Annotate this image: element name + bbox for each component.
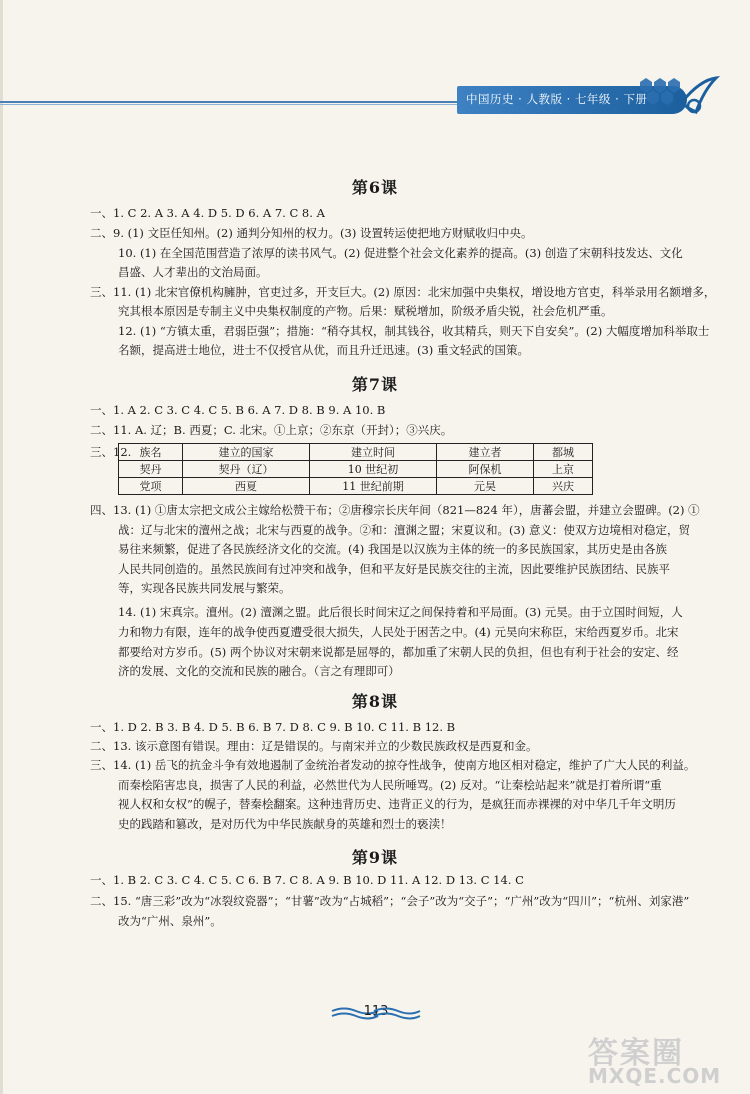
table-header-cell: 建立时间 — [310, 444, 437, 461]
table-cell: 契丹（辽） — [183, 461, 310, 478]
table-header-cell: 建立的国家 — [183, 444, 310, 461]
lesson7-line: 力和物力有限，连年的战争使西夏遭受很大损失，人民处于困苦之中。(4) 元昊向宋称臣，宋给西夏岁币。北宋 — [118, 625, 679, 639]
table-cell: 上京 — [534, 461, 593, 478]
lesson6-line: 三、11. (1) 北宋官僚机构臃肿，官吏过多，开支巨大。(2) 原因：北宋加强中央集权，增设地方官吏，科举录用名额增多， — [90, 285, 716, 299]
lesson6-line: 名额，提高进士地位，进士不仅授官从优，而且升迁迅速。(3) 重文轻武的国策。 — [118, 343, 529, 357]
watermark-url: MXQE.COM — [588, 1064, 722, 1088]
table-cell: 党项 — [119, 478, 183, 495]
lesson7-line: 人民共同创造的。虽然民族间有过冲突和战争，但和平友好是民族交往的主流，因此要维护民族团结、民族平 — [118, 562, 670, 576]
watermark-logo: 答案圈 — [588, 1036, 684, 1071]
table-header-cell: 都城 — [534, 444, 593, 461]
lesson8-line: 视人权和女权”的幌子，替秦桧翻案。这种违背历史、违背正义的行为，是疯狂而赤裸裸的对中华几千年文明历 — [118, 797, 676, 811]
lesson7-line: 四、13. (1) ①唐太宗把文成公主嫁给松赞干布；②唐穆宗长庆年间（821—824 年），唐蕃会盟，并建立会盟碑。(2) ① — [90, 503, 700, 517]
lesson8-line: 而秦桧陷害忠良，损害了人民的利益，必然世代为人民所唾骂。(2) 反对。“让秦桧站起来”就是打着所谓“重 — [118, 778, 662, 792]
hexagon-logo-icon — [630, 72, 720, 132]
lesson-7-title: 第7课 — [351, 375, 399, 394]
table-row — [119, 461, 593, 478]
lesson6-line: 一、1. C 2. A 3. A 4. D 5. D 6. A 7. C 8. A — [90, 206, 325, 220]
lesson7-line: 济的发展、文化的交流和民族的融合。（言之有理即可） — [118, 664, 400, 678]
table-cell: 10 世纪初 — [310, 461, 437, 478]
table-header-cell: 建立者 — [437, 444, 534, 461]
lesson7-line: 等，实现各民族共同发展与繁荣。 — [118, 581, 291, 595]
lesson7-line: 二、11. A. 辽；B. 西夏；C. 北宋。①上京；②东京（开封）；③兴庆。 — [90, 423, 453, 437]
table-header-row — [119, 444, 593, 461]
lesson7-line: 都要给对方岁币。(5) 两个协议对宋朝来说都是屈辱的，都加重了宋朝人民的负担，但也有利于社会的安定、经 — [118, 645, 679, 659]
lesson8-line: 一、1. D 2. B 3. B 4. D 5. B 6. B 7. D 8. C 9. B 10. C 11. B 12. B — [90, 720, 456, 734]
table-cell: 11 世纪前期 — [310, 478, 437, 495]
table-row — [119, 478, 593, 495]
header-rule-thin — [0, 104, 520, 105]
table-cell: 阿保机 — [437, 461, 534, 478]
lesson9-line: 改为“广州、泉州”。 — [118, 914, 222, 928]
lesson-6-title: 第6课 — [351, 178, 399, 197]
ethnic-regimes-table — [118, 443, 593, 495]
page-number: 113 — [363, 1004, 389, 1019]
lesson6-line: 12. (1) “方镇太重，君弱臣强”；措施：“稍夺其权，制其钱谷，收其精兵，则天下自安矣”。(2) 大幅度增加科举取士 — [118, 324, 710, 338]
lesson-8-title: 第8课 — [351, 692, 399, 711]
lesson6-line: 二、9. (1) 文臣任知州。(2) 通判分知州的权力。(3) 设置转运使把地方财赋收归中央。 — [90, 226, 533, 240]
table-cell: 元昊 — [437, 478, 534, 495]
lesson-9-title: 第9课 — [351, 848, 399, 867]
page-edge — [0, 0, 3, 1094]
lesson8-line: 三、14. (1) 岳飞的抗金斗争有效地遏制了金统治者发动的掠夺性战争，使南方地区相对稳定，维护了广大人民的利益。 — [90, 758, 696, 772]
table-header-cell: 族名 — [119, 444, 183, 461]
lesson6-line: 究其根本原因是专制主义中央集权制度的产物。后果：赋税增加，阶级矛盾尖锐，社会危机严重。 — [118, 304, 613, 318]
lesson8-line: 史的践踏和篡改，是对历代为中华民族献身的英雄和烈士的亵渎！ — [118, 817, 452, 831]
lesson7-line: 三、12. — [90, 445, 132, 459]
lesson7-line: 易往来频繁，促进了各民族经济文化的交流。(4) 我国是以汉族为主体的统一的多民族国家，其历史是由各族 — [118, 542, 667, 556]
header-subject: 中国历史 · 人教版 · 七年级 · 下册 — [466, 92, 648, 106]
lesson8-line: 二、13. 该示意图有错误。理由：辽是错误的。与南宋并立的少数民族政权是西夏和金。 — [90, 739, 538, 753]
lesson9-line: 二、15. “唐三彩”改为“冰裂纹瓷器”；“甘薯”改为“占城稻”；“会子”改为“交子”；“广州”改为“四川”；“杭州、刘家港” — [90, 894, 690, 908]
table-cell: 西夏 — [183, 478, 310, 495]
lesson9-line: 一、1. B 2. C 3. C 4. C 5. C 6. B 7. C 8. A 9. B 10. D 11. A 12. D 13. C 14. C — [90, 873, 524, 887]
lesson6-line: 10. (1) 在全国范围营造了浓厚的读书风气。(2) 促进整个社会文化素养的提高。(3) 创造了宋朝科技发达、文化 — [118, 246, 683, 260]
wave-right-icon — [372, 1006, 422, 1020]
table-cell: 兴庆 — [534, 478, 593, 495]
lesson7-line: 14. (1) 宋真宗。澶州。(2) 澶渊之盟。此后很长时间宋辽之间保持着和平局面。(3) 元昊。由于立国时间短，人 — [118, 605, 683, 619]
lesson7-line: 战：辽与北宋的澶州之战；北宋与西夏的战争。②和：澶渊之盟；宋夏议和。(3) 意义：使双方边境相对稳定，贸 — [118, 523, 690, 537]
lesson7-line: 一、1. A 2. C 3. C 4. C 5. B 6. A 7. D 8. B 9. A 10. B — [90, 403, 386, 417]
header-rule — [0, 101, 520, 103]
lesson6-line: 昌盛、人才辈出的文治局面。 — [118, 265, 268, 279]
table-cell: 契丹 — [119, 461, 183, 478]
